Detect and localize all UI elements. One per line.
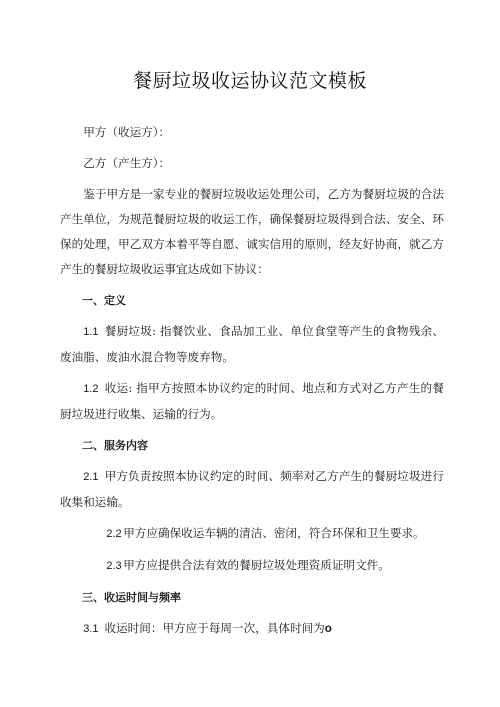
- clause-2-2: [60, 521, 444, 547]
- preamble-paragraph: 鉴于甲方是一家专业的餐厨垃圾收运处理公司，乙方为餐厨垃圾的合法产生单位，为规范餐厨垃圾的收运工作，确保餐厨垃圾得到合法、安全、环保的处理，甲乙双方本着平等自愿、诚实信用的原则，经友好协商，就乙方产生的餐厨垃圾收运事宜达成如下协议：: [60, 187, 444, 276]
- clause-number: 3.1: [83, 623, 99, 635]
- clause-1-2: [60, 376, 444, 427]
- section-heading-service: 二、服务内容: [82, 439, 148, 452]
- document-body: [60, 120, 444, 642]
- clause-text: 收运时间：甲方应于每周一次，具体时间为: [104, 621, 325, 635]
- clause-text: 收运: 指甲方按照本协议约定的时间、地点和方式对乙方产生的餐厨垃圾进行收集、运输的行为。: [60, 381, 444, 421]
- clause-number: 2.3: [106, 560, 122, 572]
- clause-1-1: [60, 319, 444, 370]
- clause-number: 2.2: [106, 528, 122, 540]
- clause-text: 餐厨垃圾: 指餐饮业、食品加工业、单位食堂等产生的食物残余、废油脂、废油水混合物等废弃物。: [60, 324, 444, 364]
- clause-text: 甲方应确保收运车辆的清洁、密闭，符合环保和卫生要求。: [123, 526, 425, 540]
- document-title: 餐厨垃圾收运协议范文模板: [132, 70, 367, 92]
- section-heading-definitions: 一、定义: [82, 294, 126, 307]
- clause-2-1: [60, 464, 444, 515]
- clause-number: 1.2: [83, 383, 99, 395]
- party-b-line: 乙方（产生方）：: [83, 156, 171, 170]
- clause-number: 2.1: [83, 471, 99, 483]
- clause-2-3: [60, 553, 444, 579]
- party-a-line: 甲方（收运方）：: [83, 125, 171, 139]
- clause-text: 甲方应提供合法有效的餐厨垃圾处理资质证明文件。: [123, 558, 390, 572]
- section-heading-schedule: 三、收运时间与频率: [82, 591, 181, 604]
- clause-3-1: [60, 616, 444, 642]
- clause-text: 甲方负责按照本协议约定的时间、频率对乙方产生的餐厨垃圾进行收集和运输。: [60, 469, 444, 509]
- clause-tail-char: o: [324, 622, 332, 635]
- clause-number: 1.1: [83, 326, 99, 338]
